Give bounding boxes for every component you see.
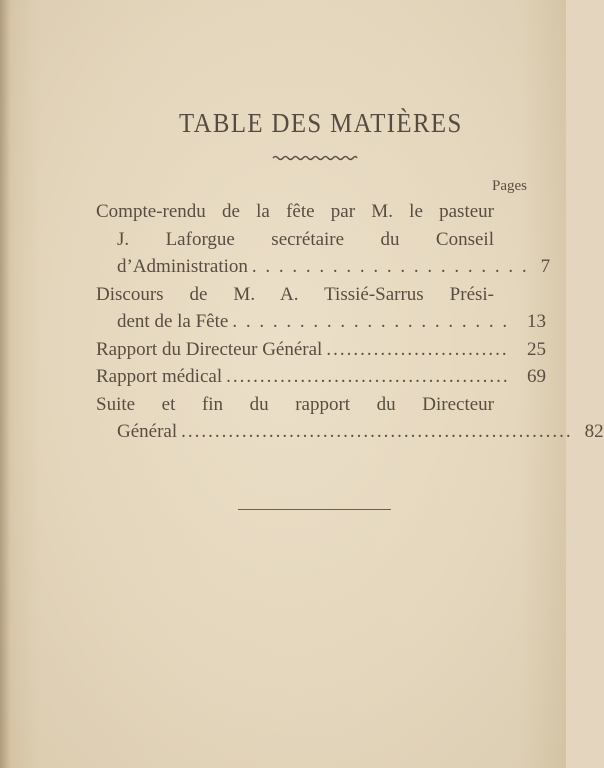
dot-leader: .......................................... [226,366,510,387]
toc-entry-text-line: Suite et fin du rapport du Directeur [96,393,494,415]
dot-leader: .......................................................... [181,421,573,442]
toc-entry-text-line: d’Administration [117,256,248,277]
page-title: TABLE DES MATIÈRES [179,108,463,138]
toc-entry-last-line [96,336,546,364]
toc-entry-suite-et-fin[interactable] [96,391,604,446]
toc-entry-last-line [96,253,551,281]
toc-entry-rapport-directeur[interactable] [96,336,546,364]
page-number: 25 [527,338,546,360]
toc-entry-last-line [96,418,604,446]
table-of-contents [96,198,604,446]
page-number: 82 [584,421,604,442]
toc-entry-discours[interactable] [96,281,546,336]
dot-leader: . . . . . . . . . . . . . . . . . . . . . [251,256,529,277]
dot-leader: ........................... [326,338,509,360]
page-number: 69 [527,366,546,387]
toc-entry-text-line: Rapport médical [96,366,223,387]
dot-leader: . . . . . . . . . . . . . . . . . . . . . [232,311,510,332]
toc-entry-text-line: Rapport du Directeur Général [96,338,323,360]
toc-entry-rapport-medical[interactable] [96,363,546,391]
page-edge-shadow [0,0,10,768]
toc-entry-text-line: Discours de M. A. Tissié-Sarrus Prési- [96,283,494,305]
toc-entry-last-line [96,363,546,391]
title-ornament-flourish [272,154,358,162]
toc-entry-text-line: dent de la Fête [117,311,229,332]
page-number: 7 [540,256,551,277]
toc-entry-text-line: Général [117,421,178,442]
toc-entry-text-line: J. Laforgue secrétaire du Conseil [117,228,494,250]
pages-column-header: Pages [492,178,527,194]
closing-horizontal-rule [238,509,391,510]
toc-entry-compte-rendu[interactable] [96,198,551,281]
page-number: 13 [527,311,546,332]
toc-entry-last-line [96,308,546,336]
toc-entry-text-line: Compte-rendu de la fête par M. le pasteur [96,201,494,222]
